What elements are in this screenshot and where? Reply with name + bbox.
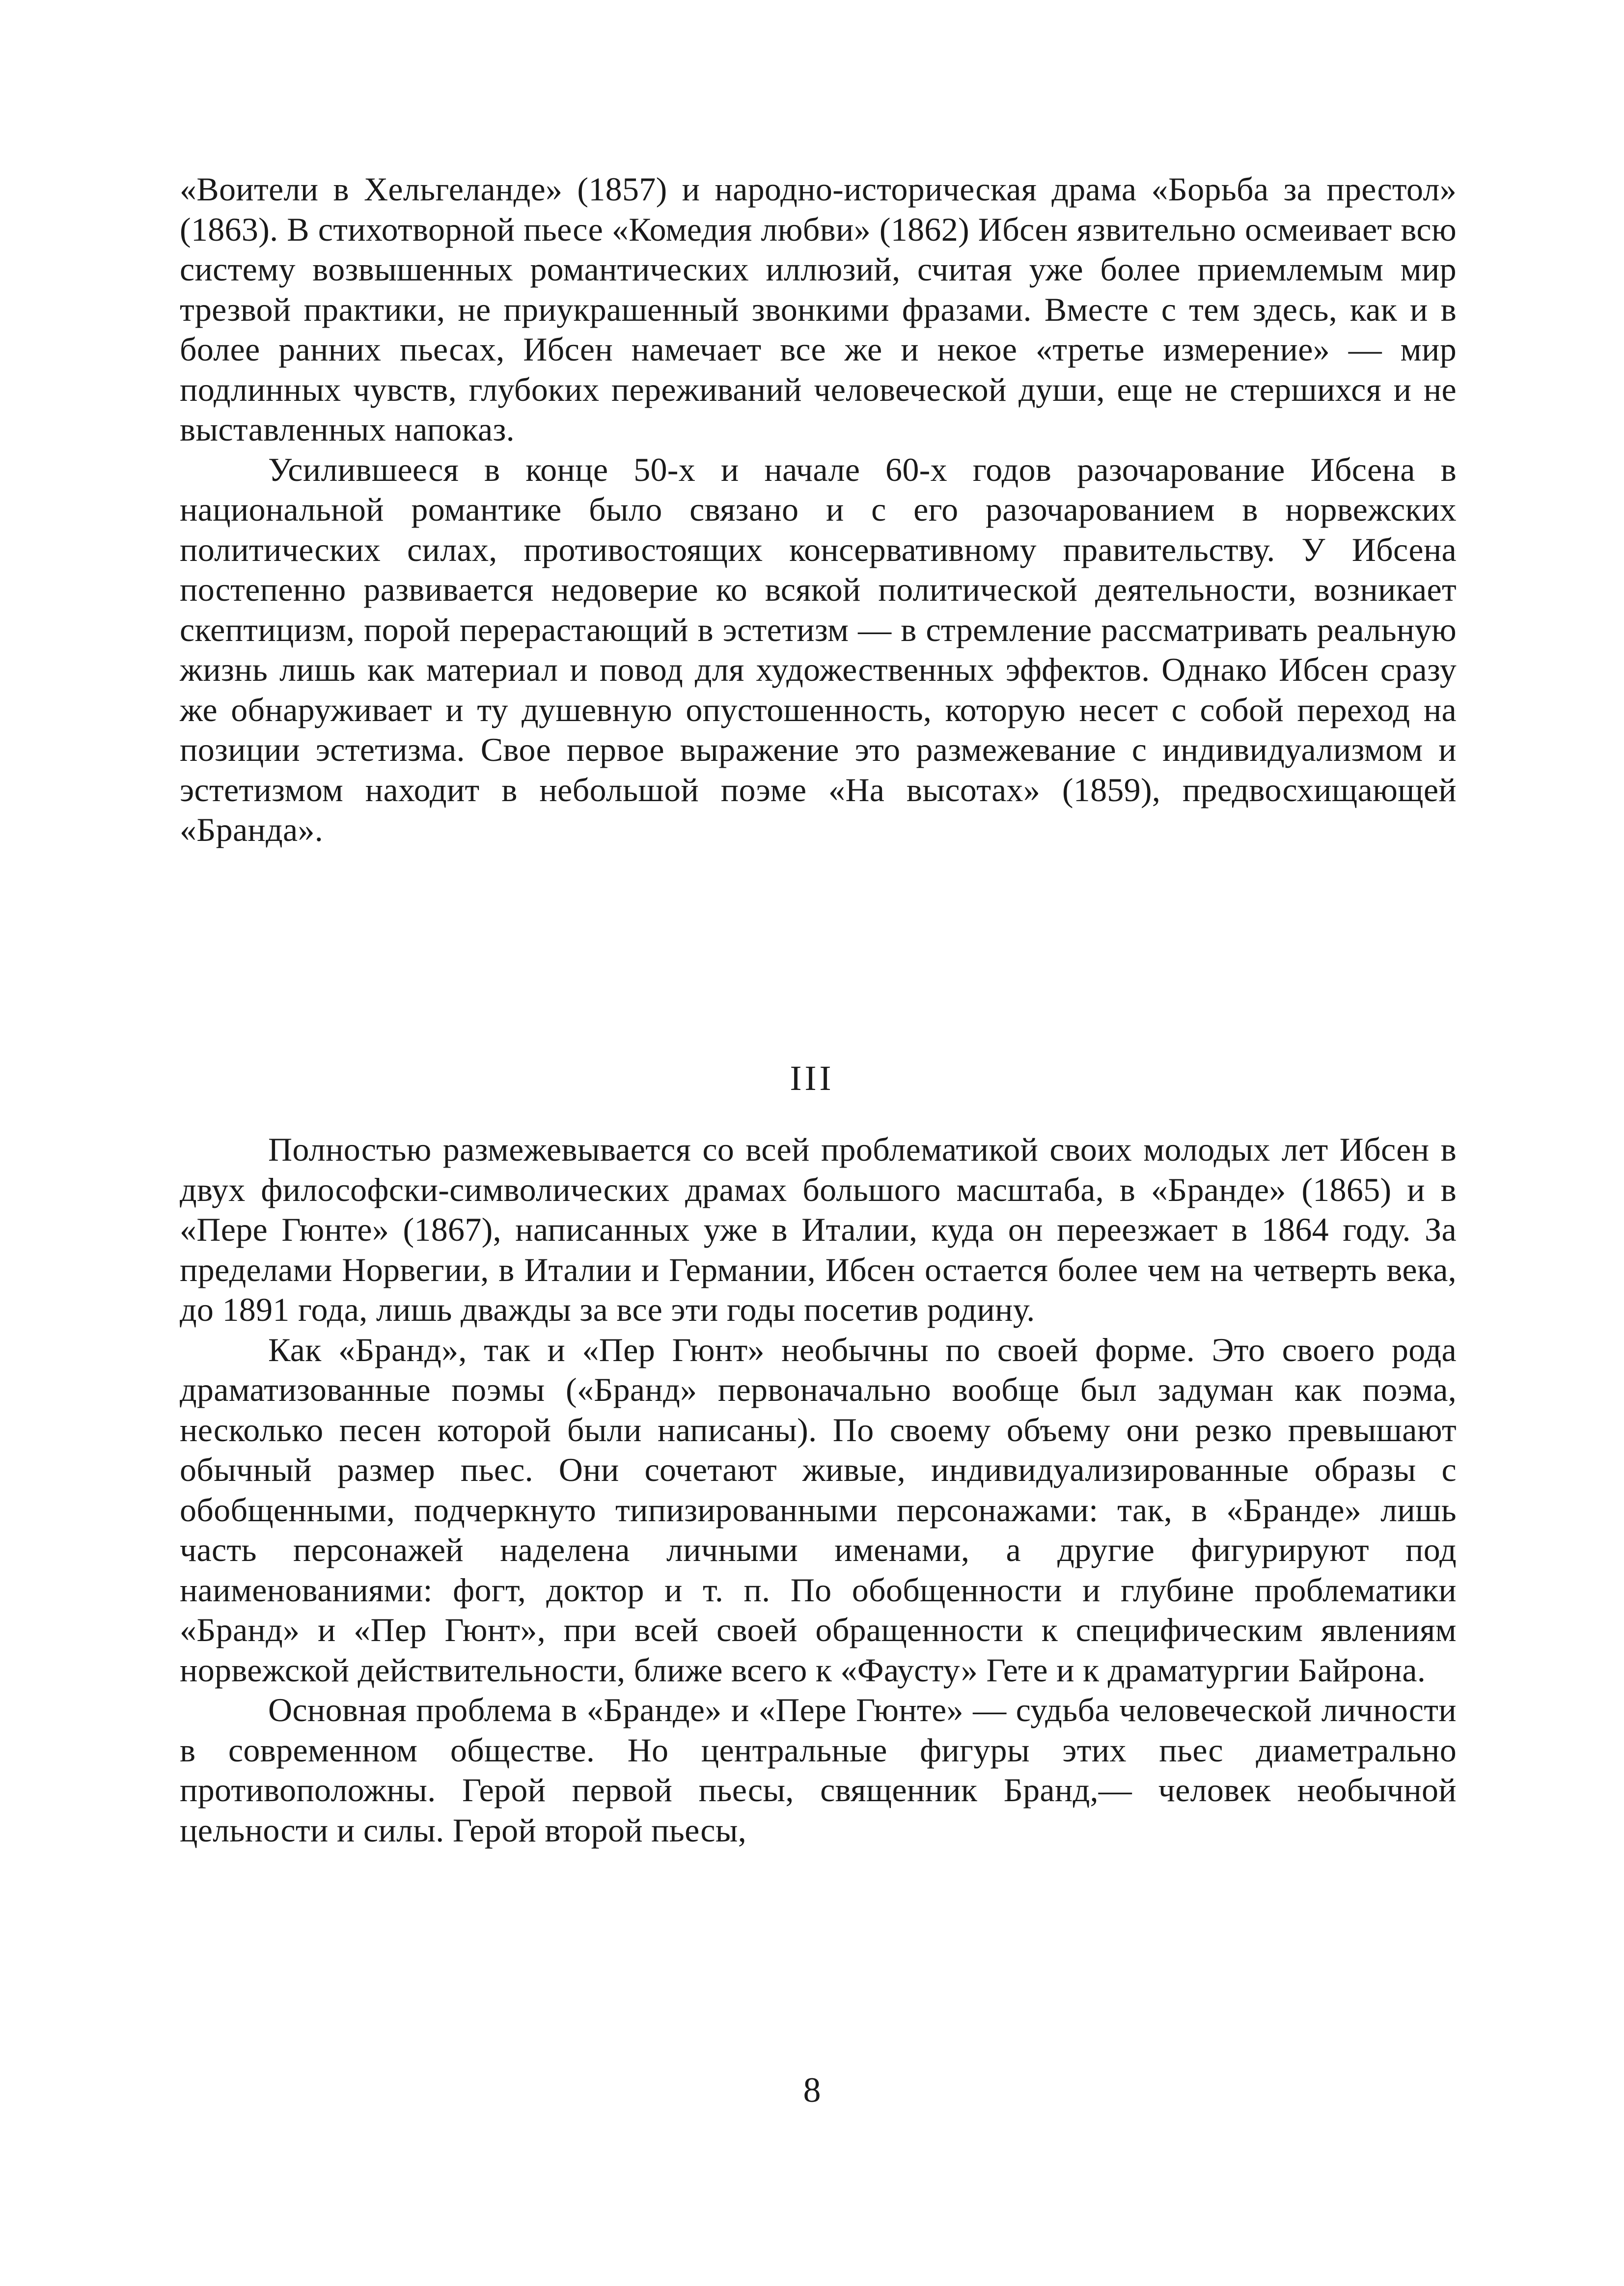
paragraph-continuation: «Воители в Хельгеланде» (1857) и народно-историческая драма «Борьба за престол» (1863). В стихотворной пьесе «Комедия любви» (1862) Ибсен язвительно осмеивает всю систему возвышенных романтических иллюзий, считая уже более приемлемым мир трезвой практики, не приукрашенный звонкими фразами. Вместе с тем здесь, как и в более ранних пьесах, Ибсен намечает все же и некое «третье измерение» — мир подлинных чувств, глубоких переживаний человеческой души, еще не стершихся и не выставленных напоказ. <box>180 170 1457 448</box>
text-block-bottom <box>180 1130 1457 1850</box>
paragraph-main-problem: Основная проблема в «Бранде» и «Пере Гюнте» — судьба человеческой личности в современном обществе. Но центральные фигуры этих пьес диаметрально противоположны. Герой первой пьесы, священник Бранд,— человек необычной цельности и силы. Герой второй пьесы, <box>180 1691 1457 1849</box>
section-heading: III <box>790 1059 834 1098</box>
paragraph-brand-peer-gynt-intro: Полностью размежевывается со всей проблематикой своих молодых лет Ибсен в двух философски-символических драмах большого масштаба, в «Бранде» (1865) и в «Пере Гюнте» (1867), написанных уже в Италии, куда он переезжает в 1864 году. За пределами Норвегии, в Италии и Германии, Ибсен остается более чем на четверть века, до 1891 года, лишь дважды за все эти годы посетив родину. <box>180 1131 1457 1328</box>
paragraph-disillusionment: Усилившееся в конце 50-х и начале 60-х годов разочарование Ибсена в национальной романтике было связано и с его разочарованием в норвежских политических силах, противостоящих консервативному правительству. У Ибсена постепенно развивается недоверие ко всякой политической деятельности, возникает скептицизм, порой перерастающий в эстетизм — в стремление рассматривать реальную жизнь лишь как материал и повод для художественных эффектов. Однако Ибсен сразу же обнаруживает и ту душевную опустошенность, которую несет с собой переход на позиции эстетизма. Свое первое выражение это размежевание с индивидуализмом и эстетизмом находит в небольшой поэме «На высотах» (1859), предвосхищающей «Бранда». <box>180 450 1457 848</box>
paragraph-form: Как «Бранд», так и «Пер Гюнт» необычны по своей форме. Это своего рода драматизованные поэмы («Бранд» первоначально вообще был задуман как поэма, несколько песен которой были написаны). По своему объему они резко превышают обычный размер пьес. Они сочетают живые, индивидуализированные образы с обобщенными, подчеркнуто типизированными персонажами: так, в «Бранде» лишь часть персонажей наделена личными именами, а другие фигурируют под наименованиями: фогт, доктор и т. п. По обобщенности и глубине проблематики «Бранд» и «Пер Гюнт», при всей своей обращенности к специфическим явлениям норвежской действительности, ближе всего к «Фаусту» Гете и к драматургии Байрона. <box>180 1331 1457 1689</box>
text-block-top <box>180 169 1457 850</box>
page-number: 8 <box>803 2070 821 2110</box>
